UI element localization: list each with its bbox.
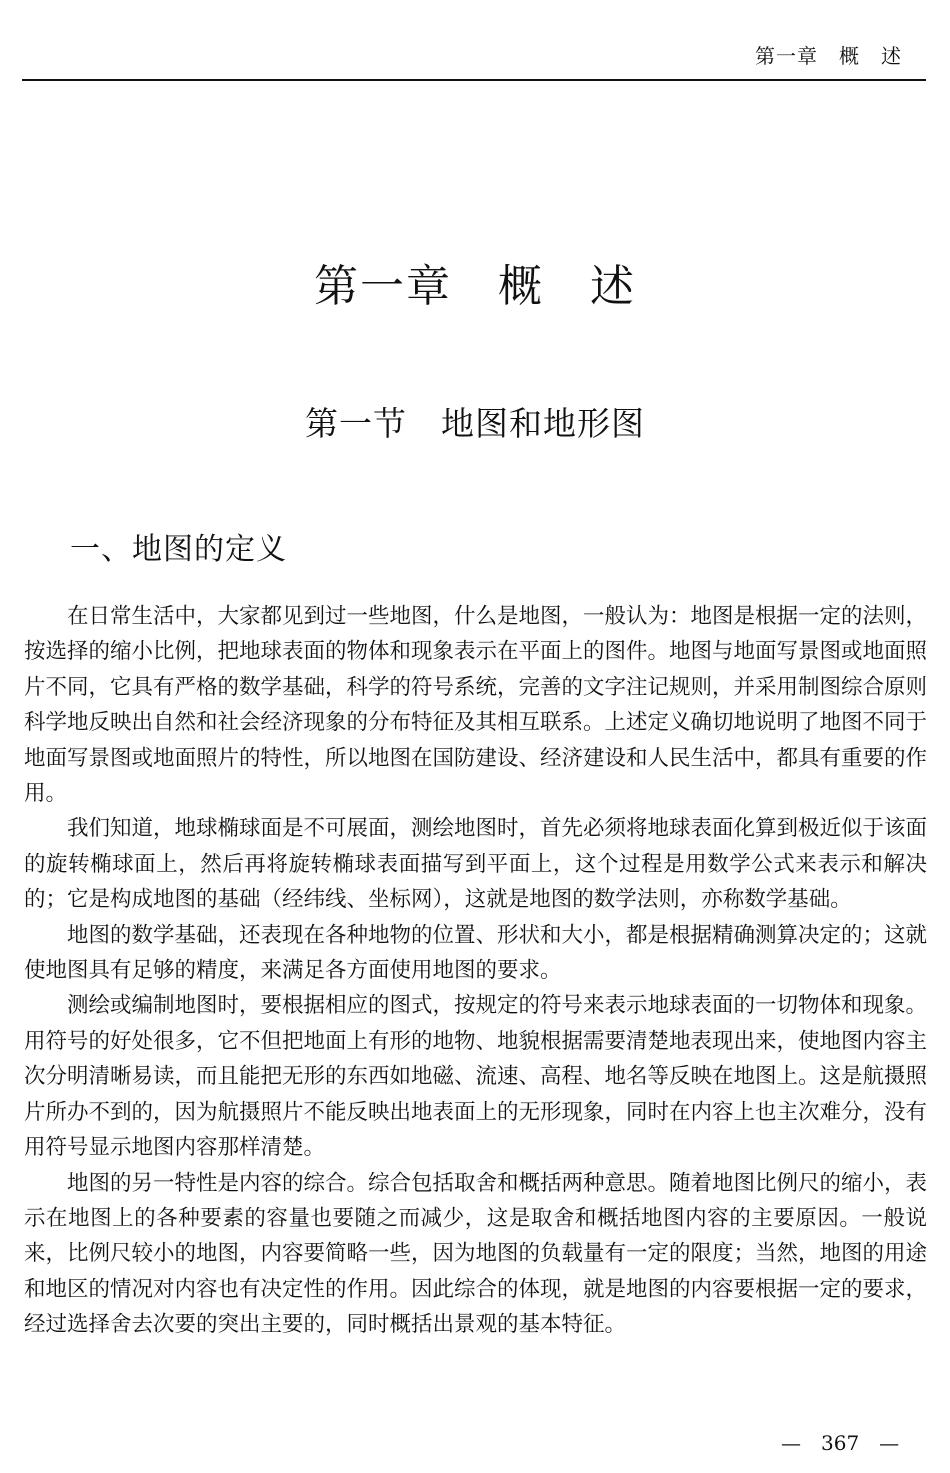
subsection-title: 一、地图的定义 bbox=[70, 532, 287, 567]
paragraph-definition: 在日常生活中，大家都见到过一些地图，什么是地图，一般认为：地图是根据一定的法则，按选择的缩小比例，把地球表面的物体和现象表示在平面上的图件。地图与地面写景图或地面照片不同，它具有严格的数学基础，科学的符号系统，完善的文字注记规则，并采用制图综合原则科学地反映出自然和社会经济现象的分布特征及其相互联系。上述定义确切地说明了地图不同于地面写景图或地面照片的特性，所以地图在国防建设、经济建设和人民生活中，都具有重要的作用。 bbox=[24, 604, 928, 807]
chapter-title: 第一章 概 述 bbox=[314, 261, 636, 312]
header-rule bbox=[22, 79, 926, 81]
page-number: — 367 — bbox=[781, 1431, 900, 1455]
running-header: 第一章 概 述 bbox=[755, 44, 902, 68]
paragraph-accuracy: 地图的数学基础，还表现在各种地物的位置、形状和大小，都是根据精确测算决定的；这就使地图具有足够的精度，来满足各方面使用地图的要求。 bbox=[24, 922, 928, 984]
paragraph-math-basis: 我们知道，地球椭球面是不可展面，测绘地图时，首先必须将地球表面化算到极近似于该面的旋转椭球面上，然后再将旋转椭球表面描写到平面上，这个过程是用数学公式来表示和解决的；它是构成地图的基础（经纬线、坐标网），这就是地图的数学法则，亦称数学基础。 bbox=[24, 816, 928, 913]
section-title: 第一节 地图和地形图 bbox=[305, 404, 645, 443]
body-text bbox=[24, 599, 927, 1343]
paragraph-generalization: 地图的另一特性是内容的综合。综合包括取舍和概括两种意思。随着地图比例尺的缩小，表示在地图上的各种要素的容量也要随之而减少，这是取舍和概括地图内容的主要原因。一般说来，比例尺较小的地图，内容要简略一些，因为地图的负载量有一定的限度；当然，地图的用途和地区的情况对内容也有决定性的作用。因此综合的体现，就是地图的内容要根据一定的要求，经过选择舍去次要的突出主要的，同时概括出景观的基本特征。 bbox=[24, 1170, 928, 1338]
paragraph-symbols: 测绘或编制地图时，要根据相应的图式，按规定的符号来表示地球表面的一切物体和现象。用符号的好处很多，它不但把地面上有形的地物、地貌根据需要清楚地表现出来，使地图内容主次分明清晰易读，而且能把无形的东西如地磁、流速、高程、地名等反映在地图上。这是航摄照片所办不到的，因为航摄照片不能反映出地表面上的无形现象，同时在内容上也主次难分，没有用符号显示地图内容那样清楚。 bbox=[24, 993, 928, 1161]
